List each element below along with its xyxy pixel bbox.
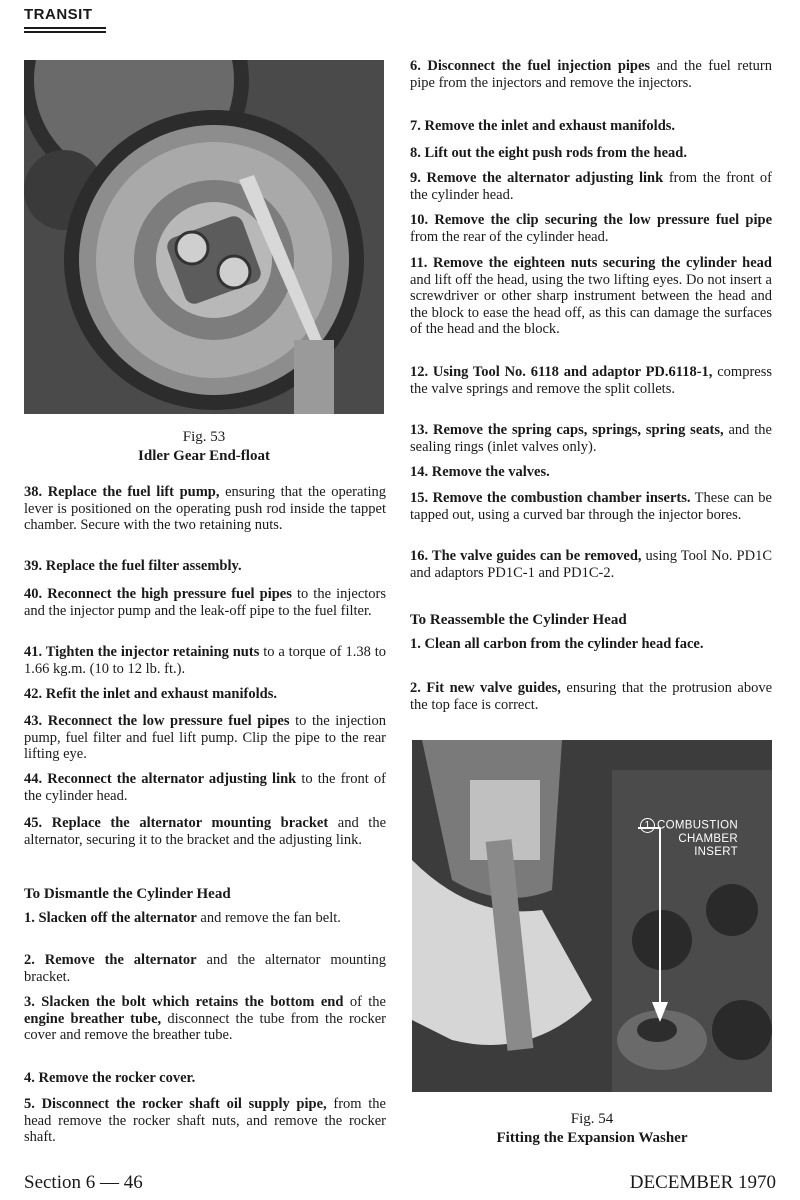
step-9: 9. Remove the alternator adjusting link from the front of the cylinder head. <box>410 170 772 203</box>
dismantle-step-4: 4. Remove the rocker cover. <box>24 1070 196 1086</box>
page-header-title: TRANSIT <box>24 6 93 23</box>
figure-54-title: Fitting the Expansion Washer <box>496 1130 688 1146</box>
reassemble-step-1: 1. Clean all carbon from the cylinder head face. <box>410 636 704 652</box>
step-10: 10. Remove the clip securing the low pressure fuel pipe from the rear of the cylinder head. <box>410 212 772 245</box>
reassemble-step-2: 2. Fit new valve guides, ensuring that the protrusion above the top face is correct. <box>410 680 773 713</box>
footer-date: DECEMBER 1970 <box>629 1172 776 1193</box>
figure-53-title: Idler Gear End-float <box>138 448 270 464</box>
step-42: 42. Refit the inlet and exhaust manifolds. <box>24 686 277 702</box>
step-41: 41. Tighten the injector retaining nuts to a torque of 1.38 to 1.66 kg.m. (10 to 12 lb. ft.). <box>24 644 386 677</box>
step-40: 40. Reconnect the high pressure fuel pipes to the injectors and the injector pump and the leak-off pipe to the fuel filter. <box>24 586 386 619</box>
figure-54-number: Fig. 54 <box>570 1111 614 1127</box>
figure-54-caption <box>412 1110 772 1148</box>
dismantle-step-1: 1. Slacken off the alternator and remove the fan belt. <box>24 910 341 926</box>
figure-54-callout: 1 COMBUSTION CHAMBER INSERT <box>640 818 738 859</box>
header-rule-bottom <box>24 31 106 33</box>
step-39: 39. Replace the fuel filter assembly. <box>24 558 242 574</box>
dismantle-heading: To Dismantle the Cylinder Head <box>24 886 231 902</box>
figure-54-photo <box>412 740 772 1092</box>
callout-number-1: 1 <box>640 818 655 833</box>
figure-53-photo <box>24 60 384 414</box>
header-rule-top <box>24 27 106 29</box>
step-8: 8. Lift out the eight push rods from the head. <box>410 145 688 161</box>
figure-53-number: Fig. 53 <box>182 429 226 445</box>
step-11: 11. Remove the eighteen nuts securing the cylinder head and lift off the head, using the two lifting eyes. Do not insert a screwdriver or other sharp instrument between the head and the block to ease the head off, as this can damage the surfaces of the head and the block. <box>410 255 772 338</box>
step-12: 12. Using Tool No. 6118 and adaptor PD.6118-1, compress the valve springs and remove the split collets. <box>410 364 772 397</box>
reassemble-heading: To Reassemble the Cylinder Head <box>410 612 627 628</box>
dismantle-step-3: 3. Slacken the bolt which retains the bottom end of the engine breather tube, disconnect the tube from the rocker cover and remove the breather tube. <box>24 994 386 1044</box>
step-45: 45. Replace the alternator mounting bracket and the alternator, securing it to the bracket and the adjusting link. <box>24 815 387 848</box>
step-43: 43. Reconnect the low pressure fuel pipes to the injection pump, fuel filter and fuel lift pump. Clip the pipe to the rear lifting eye. <box>24 713 386 763</box>
dismantle-step-2: 2. Remove the alternator and the alternator mounting bracket. <box>24 952 386 985</box>
step-16: 16. The valve guides can be removed, using Tool No. PD1C and adaptors PD1C-1 and PD1C-2. <box>410 548 772 581</box>
step-15: 15. Remove the combustion chamber inserts. These can be tapped out, using a curved bar through the injector bores. <box>410 490 772 523</box>
dismantle-step-5: 5. Disconnect the rocker shaft oil supply pipe, from the head remove the rocker shaft nuts, and remove the rocker shaft. <box>24 1096 386 1146</box>
step-14: 14. Remove the valves. <box>410 464 550 480</box>
step-38: 38. Replace the fuel lift pump, ensuring that the operating lever is positioned on the operating push rod inside the tappet chamber. Secure with the two retaining nuts. <box>24 484 387 534</box>
step-44: 44. Reconnect the alternator adjusting link to the front of the cylinder head. <box>24 771 386 804</box>
figure-53-caption <box>24 428 384 466</box>
step-13: 13. Remove the spring caps, springs, spring seats, and the sealing rings (inlet valves only). <box>410 422 772 455</box>
step-6: 6. Disconnect the fuel injection pipes and the fuel return pipe from the injectors and remove the injectors. <box>410 58 772 91</box>
footer-section: Section 6 — 46 <box>24 1172 143 1193</box>
step-7: 7. Remove the inlet and exhaust manifolds. <box>410 118 676 134</box>
